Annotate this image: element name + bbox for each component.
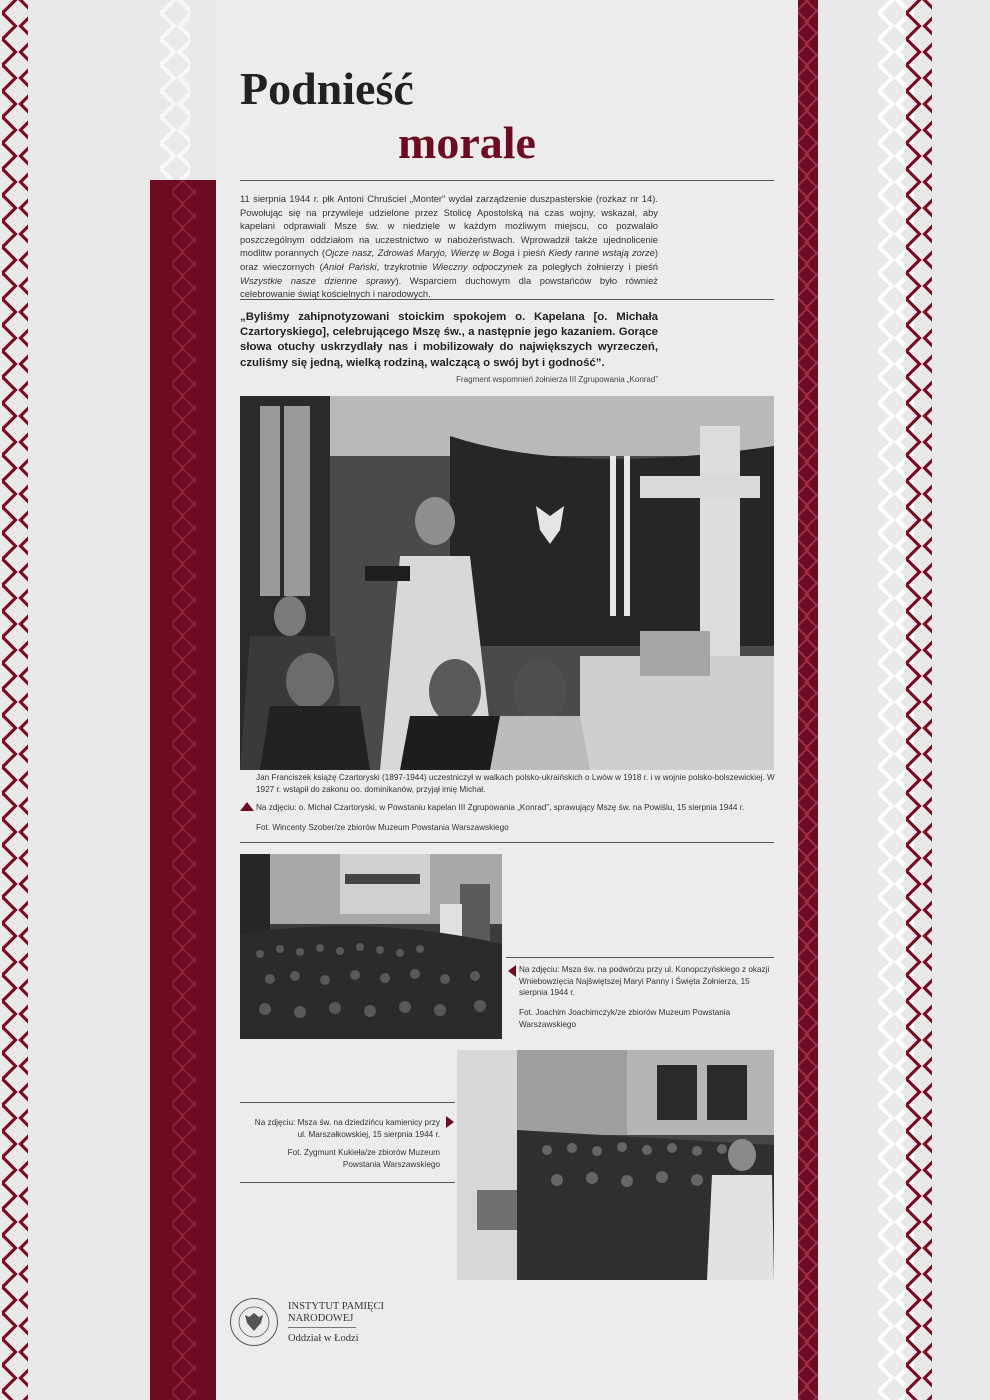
- intro-text-segment: ) oraz wieczornych (: [240, 247, 659, 272]
- quote-text: „Byliśmy zahipnotyzowani stoickim spokojem o. Kapelana [o. Michała Czartoryskiego], celebrującego Mszę św., a następnie jego kazaniem. Gorące słowa otuchy uskrzydlały nas i mobilizowały do największych wyrzeczeń, czuliśmy się jedną, wielką rodziną, walczącą o swój byt i godność”.: [240, 311, 658, 369]
- title-line-2: morale: [398, 117, 536, 168]
- intro-text-segment: 11 sierpnia 1944 r. płk Antoni Chruściel „Monter” wydał zarządzenie duszpasterskie (rozkaz nr 14). Powołując się na przywileje udzielone przez Stolicę Apostolską na czas wojny, wskazał, aby kapelani odprawiali Msze św. w niedziele w każdym możliwym miejscu, co pozwalało poszczególnym oddziałom na uczestnictwo w nabożeństwach. Wprowadził także ujednolicenie modlitw porannych (: [240, 193, 658, 259]
- divider: [240, 1102, 455, 1103]
- divider: [506, 957, 774, 958]
- photo2-credit: Fot. Joachim Joachimczyk/ze zbiorów Muzeum Powstania Warszawskiego: [519, 1008, 731, 1029]
- ipn-seal-logo: [230, 1298, 278, 1346]
- right-zigzag-border: [906, 0, 932, 1400]
- top-light-zigzag: [160, 0, 190, 180]
- left-zigzag-border: [2, 0, 28, 1400]
- intro-italic-segment: Kiedy ranne wstają zorze: [548, 247, 655, 259]
- institution-name-line-1: INSTYTUT PAMIĘCI: [288, 1301, 384, 1312]
- photo-marszalkowska-mass: [457, 1050, 774, 1280]
- institution-branch: Oddział w Łodzi: [288, 1333, 359, 1344]
- intro-text-segment: i pieśń: [514, 247, 549, 259]
- institution-name-line-2: NARODOWEJ: [288, 1312, 354, 1324]
- divider: [288, 1327, 356, 1328]
- right-red-bar: [798, 0, 818, 1400]
- intro-text-segment: za poległych żołnierzy i pieśń: [522, 260, 659, 272]
- photo-altar-mass: [240, 396, 774, 770]
- divider: [240, 299, 774, 300]
- arrow-left-icon: [508, 965, 516, 977]
- photo1-bio: Jan Franciszek książę Czartoryski (1897-1944) uczestniczył w walkach polsko-ukraińskich o Lwów w 1918 r. i w wojnie polsko-bolszewickiej. W 1927 r. wstąpił do zakonu oo. dominikanów, przyjął imię Michał.: [256, 773, 775, 794]
- intro-text-segment: , trzykrotnie: [376, 260, 433, 272]
- divider: [240, 842, 774, 843]
- intro-italic-segment: Wieczny odpoczynek: [432, 260, 523, 272]
- intro-text-segment: ). Wsparciem duchowym dla powstańców było również celebrowanie świąt kościelnych i narodowych.: [240, 274, 658, 300]
- photo1-credit: Fot. Wincenty Szober/ze zbiorów Muzeum Powstania Warszawskiego: [256, 823, 509, 832]
- institution-name: [288, 1301, 384, 1324]
- title-line-1: Podnieść: [240, 63, 414, 114]
- intro-paragraph: [240, 192, 658, 301]
- arrow-up-icon: [240, 802, 254, 811]
- divider: [240, 1182, 455, 1183]
- photo2-caption: Na zdjęciu: Msza św. na podwórzu przy ul. Konopczyńskiego z okazji Wniebowzięcia Najświętszej Maryi Panny i Święta Żołnierza, 15 sierpnia 1944 r.: [519, 965, 770, 998]
- quote-source: Fragment wspomnień żołnierza III Zgrupowania „Konrad”: [456, 375, 658, 384]
- photo3-credit: Fot. Zygmunt Kukieła/ze zbiorów Muzeum Powstania Warszawskiego: [287, 1148, 440, 1169]
- left-red-bar: [150, 180, 216, 1400]
- intro-italic-segment: Ojcze nasz, Zdrowaś Maryjo, Wierzę w Boga: [324, 247, 515, 259]
- photo3-caption: Na zdjęciu: Msza św. na dziedzińcu kamienicy przy ul. Marszałkowskiej, 15 sierpnia 1944 r.: [254, 1118, 440, 1139]
- intro-italic-segment: Wszystkie nasze dzienne sprawy: [240, 274, 396, 286]
- photo-courtyard-mass: [240, 854, 502, 1039]
- intro-italic-segment: Anioł Pański: [322, 260, 377, 272]
- divider: [240, 180, 774, 181]
- photo1-caption: Na zdjęciu: o. Michał Czartoryski, w Powstaniu kapelan III Zgrupowania „Konrad”, sprawujący Mszę św. na Powiślu, 15 sierpnia 1944 r.: [256, 803, 745, 812]
- arrow-right-icon: [446, 1116, 454, 1128]
